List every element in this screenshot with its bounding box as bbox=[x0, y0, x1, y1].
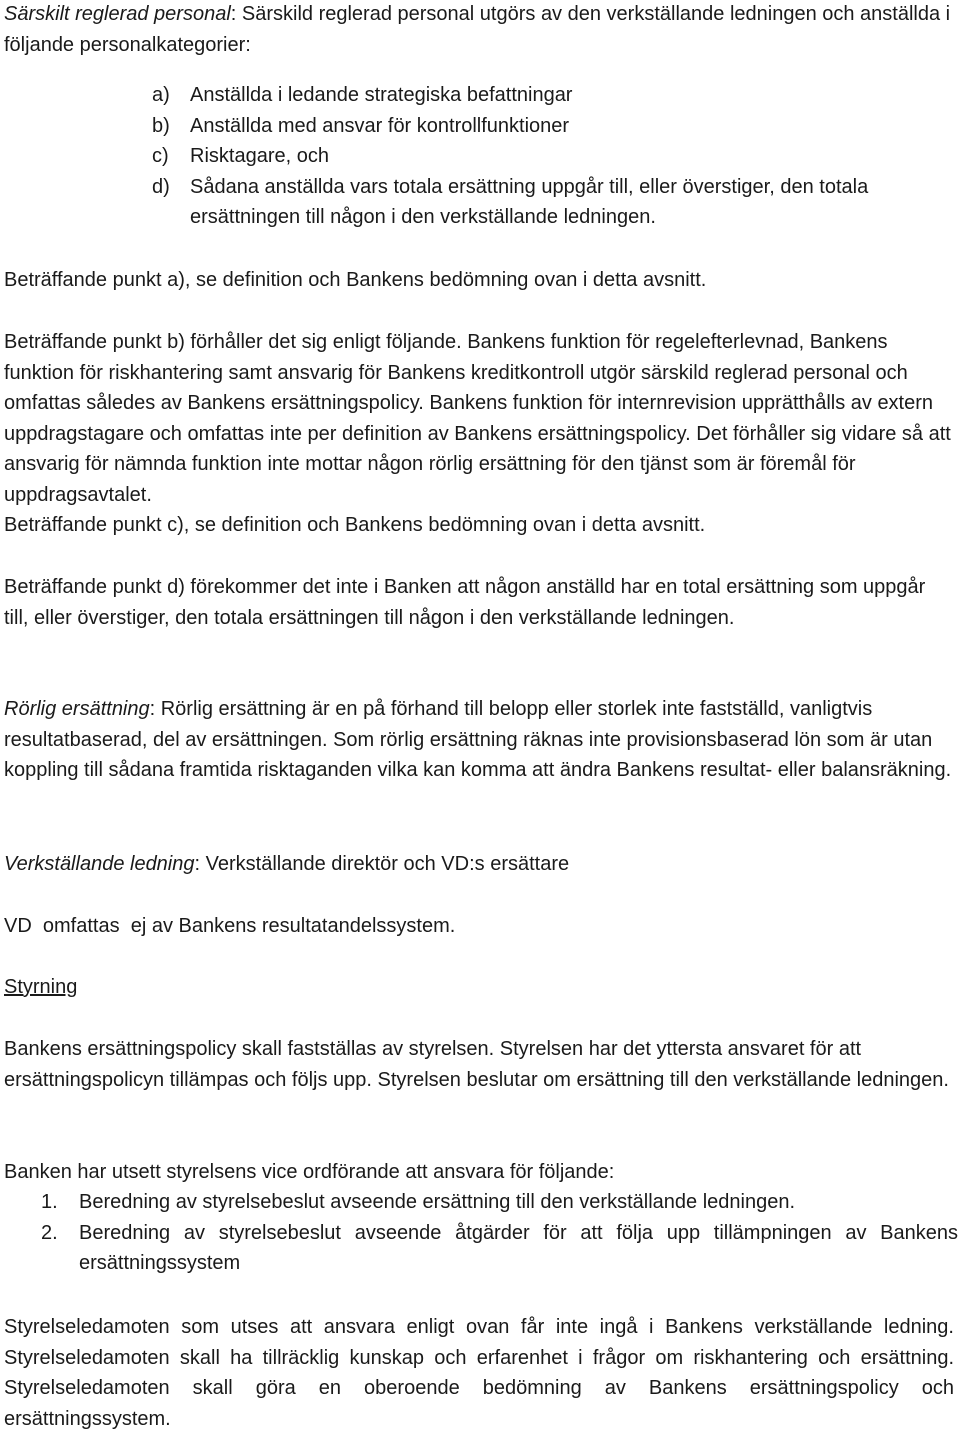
list-marker: 2. bbox=[41, 1221, 58, 1244]
paragraph-board-member: Styrelseledamoten som utses att ansvara enligt ovan får inte ingå i Bankens verkställande ledning. Styrelseledamoten skall ha tillräcklig kunskap och erfarenhet i frågor om riskhantering och ersättning. Styrelseledamoten skall göra en oberoende bedömning av Bankens ersättningspolicy och ersättningssystem. bbox=[4, 1316, 954, 1430]
paragraph-point-d: Beträffande punkt d) förekommer det inte i Banken att någon anställd har en total ersättning som uppgår till, eller överstiger, den totala ersättningen till någon i den verkställande ledningen. bbox=[4, 576, 926, 629]
paragraph-point-b: Beträffande punkt b) förhåller det sig enligt följande. Bankens funktion för regelefterlevnad, Bankens funktion för riskhantering samt ansvarig för Bankens kreditkontroll utgör särskild reglerad personal och omfattas således av Bankens ersättningspolicy. Bankens funktion för internrevision upprätthålls av extern uppdragstagare och omfattas inte per definition av Bankens ersättningspolicy. Det förhåller sig vidare så att ansvarig för nämnda funktion inte mottar någon rörlig ersättning för den tjänst som är föremål för uppdragsavtalet. bbox=[4, 331, 951, 506]
list-item-text: Risktagare, och bbox=[190, 145, 329, 167]
variable-pay-paragraph bbox=[4, 694, 954, 786]
intro-text: : Särskild reglerad personal utgörs av den verkställande ledningen och anställda i följande personalkategorier: bbox=[4, 3, 951, 56]
term-variable-pay: Rörlig ersättning bbox=[4, 698, 150, 720]
list-item bbox=[152, 111, 942, 142]
list-item bbox=[4, 1187, 958, 1218]
vd-line: VD omfattas ej av Bankens resultatandelssystem. bbox=[4, 915, 456, 937]
intro-paragraph bbox=[4, 0, 954, 60]
category-list bbox=[152, 80, 942, 233]
term-special-staff: Särskilt reglerad personal bbox=[4, 3, 231, 25]
list-item-text: Anställda med ansvar för kontrollfunktioner bbox=[190, 114, 570, 137]
list-item bbox=[152, 80, 942, 111]
paragraph-point-c: Beträffande punkt c), se definition och Bankens bedömning ovan i detta avsnitt. bbox=[4, 514, 706, 536]
section-heading: Styrning bbox=[4, 976, 78, 998]
task-list bbox=[4, 1187, 958, 1279]
paragraph-board: Bankens ersättningspolicy skall fastställas av styrelsen. Styrelsen har det yttersta ansvaret för att ersättningspolicyn tillämpas och följs upp. Styrelsen beslutar om ersättning till den verkställande ledningen. bbox=[4, 1038, 949, 1091]
list-item-text: Beredning av styrelsebeslut avseende åtgärder för att följa upp tillämpningen av Bankens ersättningssystem bbox=[79, 1221, 958, 1274]
term-executive: Verkställande ledning bbox=[4, 853, 195, 875]
list-marker: 1. bbox=[41, 1191, 58, 1213]
executive-text: : Verkställande direktör och VD:s ersättare bbox=[194, 853, 570, 875]
list-marker: d) bbox=[152, 175, 170, 198]
list-item-text: Anställda i ledande strategiska befattningar bbox=[190, 84, 573, 106]
list-marker: a) bbox=[152, 84, 170, 106]
paragraph-point-a: Beträffande punkt a), se definition och Bankens bedömning ovan i detta avsnitt. bbox=[4, 269, 707, 291]
list-marker: b) bbox=[152, 114, 170, 137]
list-marker: c) bbox=[152, 145, 169, 167]
list-item bbox=[152, 172, 942, 233]
executive-paragraph bbox=[4, 849, 954, 880]
list-item-text: Beredning av styrelsebeslut avseende ersättning till den verkställande ledningen. bbox=[79, 1191, 796, 1213]
list-item-text: Sådana anställda vars totala ersättning uppgår till, eller överstiger, den totala ersättningen till någon i den verkställande ledningen. bbox=[190, 175, 869, 228]
variable-pay-text: : Rörlig ersättning är en på förhand till belopp eller storlek inte fastställd, vanligtvis resultatbaserad, del av ersättningen. Som rörlig ersättning räknas inte provisionsbaserad lön som är utan koppling till sådana framtida risktaganden vilka kan komma att ändra Bankens resultat- eller balansräkning. bbox=[4, 698, 952, 781]
paragraph-vice-chair: Banken har utsett styrelsens vice ordförande att ansvara för följande: bbox=[4, 1161, 615, 1183]
list-item bbox=[4, 1218, 958, 1279]
list-item bbox=[152, 141, 942, 172]
